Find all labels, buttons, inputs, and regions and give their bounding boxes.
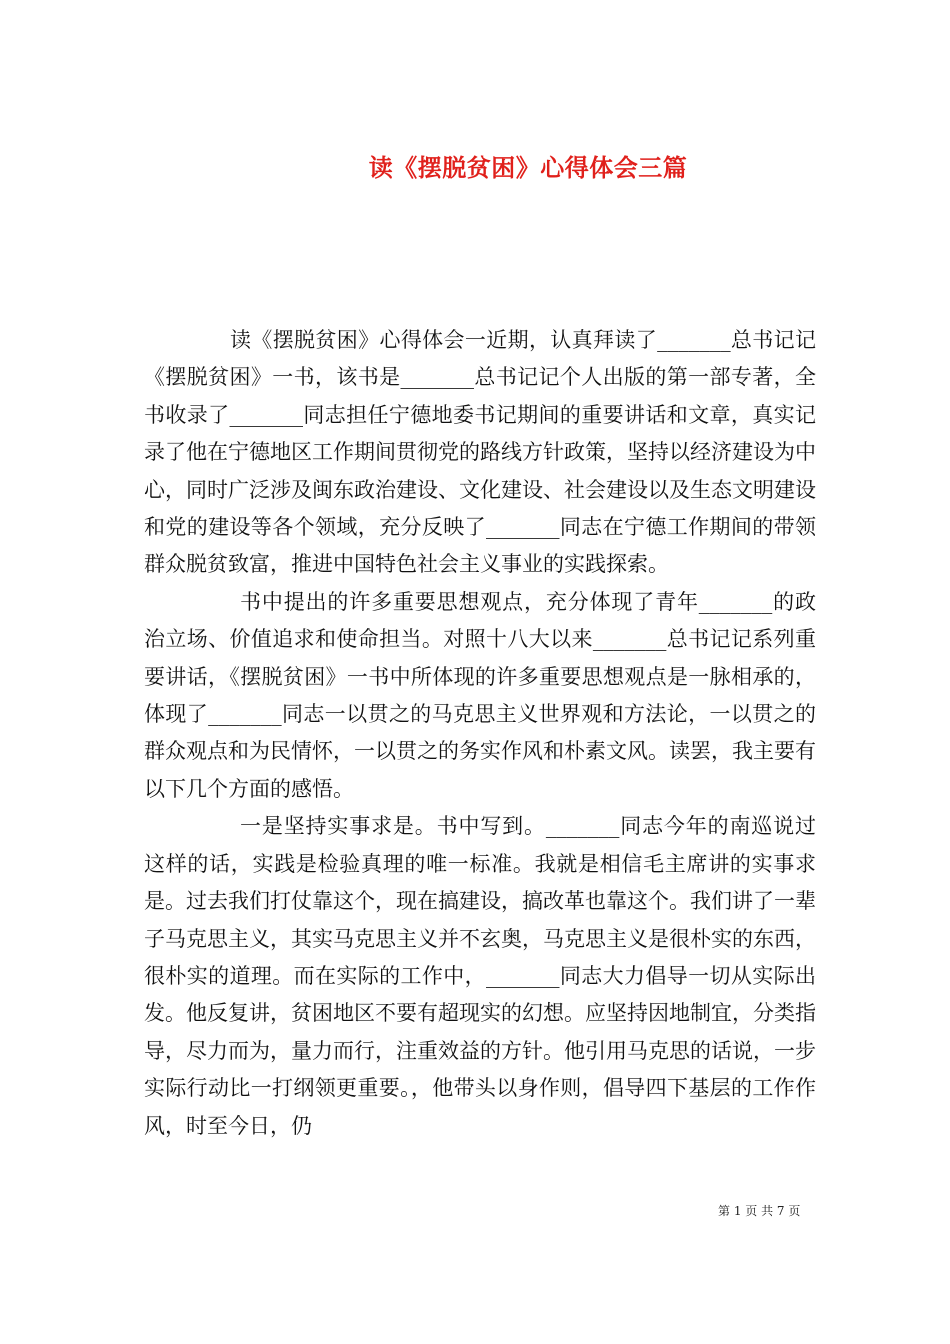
paragraph-3: 一是坚持实事求是。书中写到。_______同志今年的南巡说过这样的话，实践是检验真理的唯一标准。我就是相信毛主席讲的实事求是。过去我们打仗靠这个，现在搞建设，搞改革也靠这个。我们讲了一辈子马克思主义，其实马克思主义并不玄奥，马克思主义是很朴实的东西，很朴实的道理。而在实际的工作中，_______同志大力倡导一切从实际出发。他反复讲，贫困地区不要有超现实的幻想。应坚持因地制宜，分类指导，尽力而为，量力而行，注重效益的方针。他引用马克思的话说，一步实际行动比一打纲领更重要。，他带头以身作则，倡导四下基层的工作作风，时至今日，仍 xyxy=(144,814,816,1138)
page-number: 第 1 页 共 7 页 xyxy=(718,1204,801,1218)
paragraph-1: 读《摆脱贫困》心得体会一近期，认真拜读了_______总书记记《摆脱贫困》一书，该书是_______总书记记个人出版的第一部专著，全书收录了_______同志担任宁德地委书记期间的重要讲话和文章，真实记录了他在宁德地区工作期间贯彻党的路线方针政策，坚持以经济建设为中心，同时广泛涉及闽东政治建设、文化建设、社会建设以及生态文明建设和党的建设等各个领域，充分反映了_______同志在宁德工作期间的带领群众脱贫致富，推进中国特色社会主义事业的实践探索。 xyxy=(144,328,816,577)
document-title: 读《摆脱贫困》心得体会三篇 xyxy=(368,153,688,183)
paragraph-2: 书中提出的许多重要思想观点，充分体现了青年_______的政治立场、价值追求和使命担当。对照十八大以来_______总书记记系列重要讲话，《摆脱贫困》一书中所体现的许多重要思想观点是一脉相承的，体现了_______同志一以贯之的马克思主义世界观和方法论，一以贯之的群众观点和为民情怀，一以贯之的务实作风和朴素文风。读罢，我主要有以下几个方面的感悟。 xyxy=(144,589,816,801)
document-body xyxy=(144,322,816,1145)
